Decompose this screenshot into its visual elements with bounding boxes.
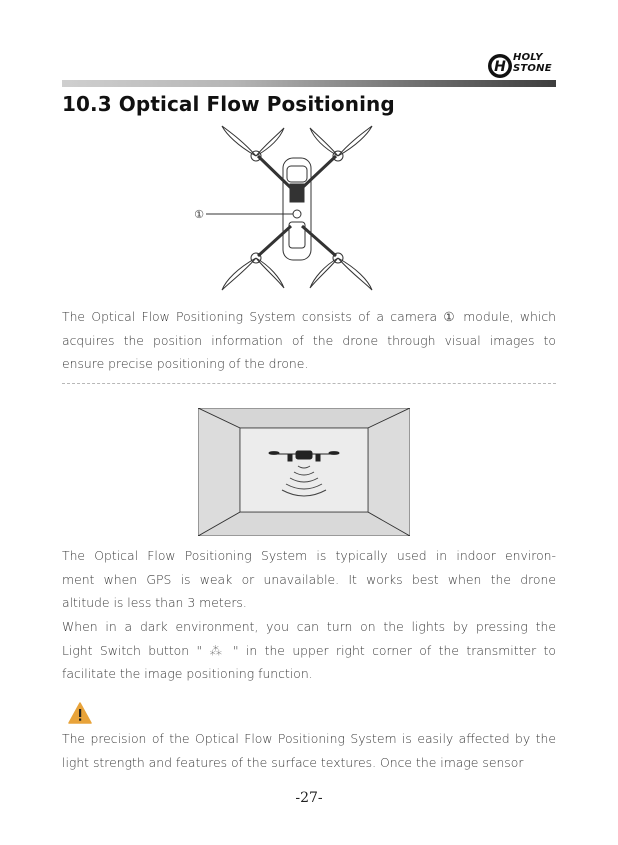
- svg-text:H: H: [494, 59, 506, 75]
- paragraph-line: altitude is less than 3 meters.: [62, 595, 247, 610]
- brand-wordmark: [513, 52, 561, 74]
- paragraph-line: facilitate the image positioning function.: [62, 666, 313, 681]
- dashed-separator: [62, 383, 556, 384]
- paragraph-line: ment when GPS is weak or unavailable. It works best when the drone: [62, 571, 556, 587]
- paragraph-line: The Optical Flow Positioning System is typically used in indoor environ-: [62, 548, 556, 563]
- callout-label: ①: [194, 208, 204, 221]
- indoor-room-figure: [198, 408, 410, 536]
- paragraph-line: acquires the position information of the drone through visual images to: [62, 332, 556, 348]
- paragraph-indoor-use: [62, 544, 556, 615]
- paragraph-line: ensure precise positioning of the drone.: [62, 356, 309, 371]
- paragraph-line: The Optical Flow Positioning System consists of a camera ① module, which: [62, 309, 556, 324]
- paragraph-precision-warning: [62, 727, 556, 774]
- paragraph-line: Light Switch button " ⁂ " in the upper right corner of the transmitter to: [62, 642, 556, 658]
- section-title: 10.3 Optical Flow Positioning: [62, 92, 395, 116]
- paragraph-dark-environment: [62, 615, 556, 686]
- warning-icon: [68, 702, 92, 724]
- paragraph-line: The precision of the Optical Flow Positioning System is easily affected by the: [62, 731, 556, 746]
- brand-line-1: HOLY: [513, 52, 543, 63]
- paragraph-line: When in a dark environment, you can turn on the lights by pressing the: [62, 619, 556, 634]
- paragraph-intro: [62, 305, 556, 376]
- holy-stone-logo-mark: [486, 51, 516, 81]
- drone-top-view-figure: [186, 118, 406, 300]
- page-number: -27-: [295, 790, 323, 806]
- header-bar: [62, 80, 556, 87]
- paragraph-line: light strength and features of the surface textures. Once the image sensor: [62, 754, 524, 770]
- brand-line-2: STONE: [513, 63, 552, 74]
